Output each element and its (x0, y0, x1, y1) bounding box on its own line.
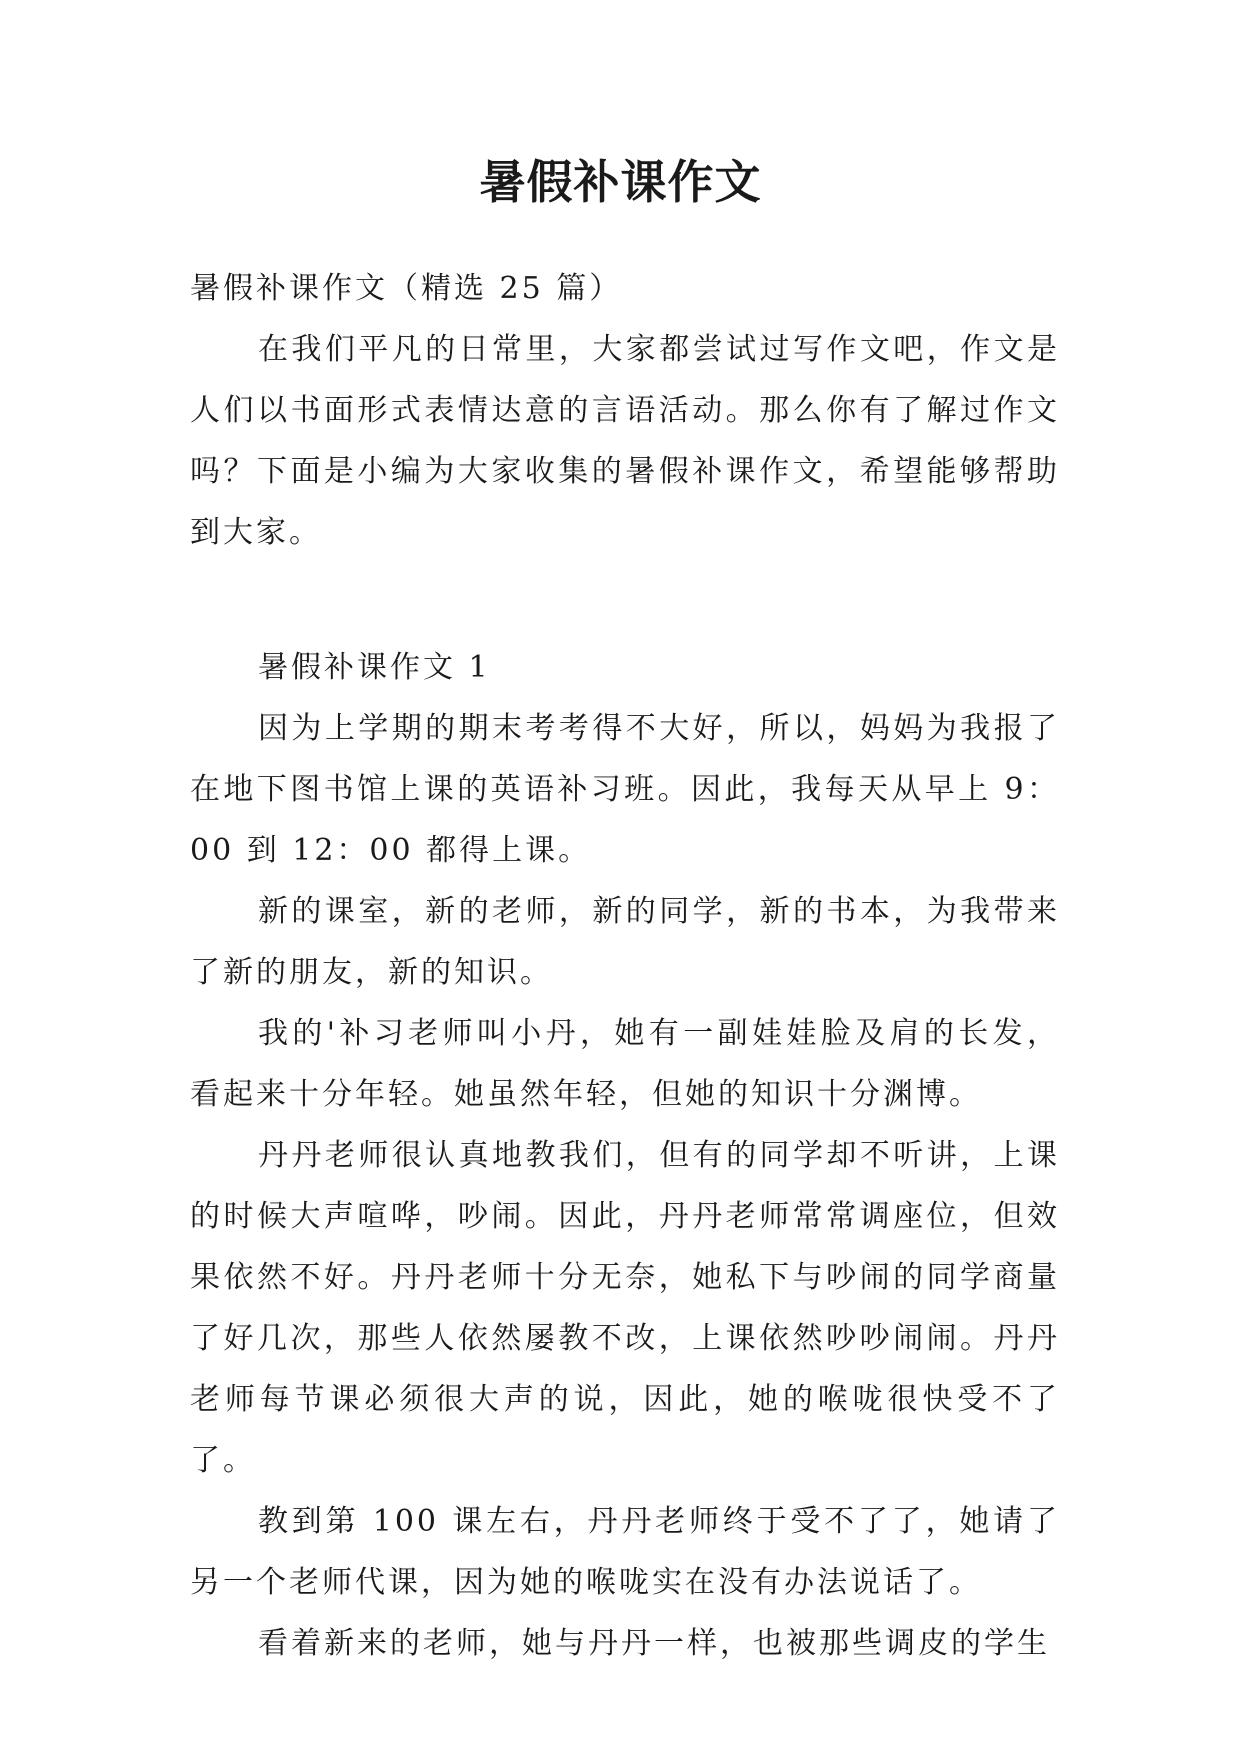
section-heading: 暑假补课作文 1 (258, 650, 491, 685)
intro-block (190, 319, 1060, 563)
body-paragraph: 因为上学期的期末考考得不大好，所以，妈妈为我报了在地下图书馆上课的英语补习班。因此，我每天从早上 9：00 到 12：00 都得上课。 (190, 711, 1060, 868)
body-paragraph: 我的'补习老师叫小丹，她有一副娃娃脸及肩的长发，看起来十分年轻。她虽然年轻，但她的知识十分渊博。 (190, 1016, 1060, 1112)
body-text (190, 698, 1060, 1674)
body-paragraph: 教到第 100 课左右，丹丹老师终于受不了了，她请了另一个老师代课，因为她的喉咙实在没有办法说话了。 (190, 1504, 1060, 1600)
body-paragraph: 看着新来的老师，她与丹丹一样，也被那些调皮的学生 (258, 1626, 1050, 1661)
body-paragraph: 丹丹老师很认真地教我们，但有的同学却不听讲，上课的时候大声喧哗，吵闹。因此，丹丹老师常常调座位，但效果依然不好。丹丹老师十分无奈，她私下与吵闹的同学商量了好几次，那些人依然屡教不改，上课依然吵吵闹闹。丹丹老师每节课必须很大声的说，因此，她的喉咙很快受不了了。 (190, 1138, 1060, 1478)
body-paragraph: 新的课室，新的老师，新的同学，新的书本，为我带来了新的朋友，新的知识。 (190, 894, 1060, 990)
intro-paragraph: 在我们平凡的日常里，大家都尝试过写作文吧，作文是人们以书面形式表情达意的言语活动。那么你有了解过作文吗？下面是小编为大家收集的暑假补课作文，希望能够帮助到大家。 (190, 332, 1060, 550)
document-title: 暑假补课作文 (479, 155, 762, 209)
document-subtitle: 暑假补课作文（精选 25 篇） (190, 271, 623, 306)
